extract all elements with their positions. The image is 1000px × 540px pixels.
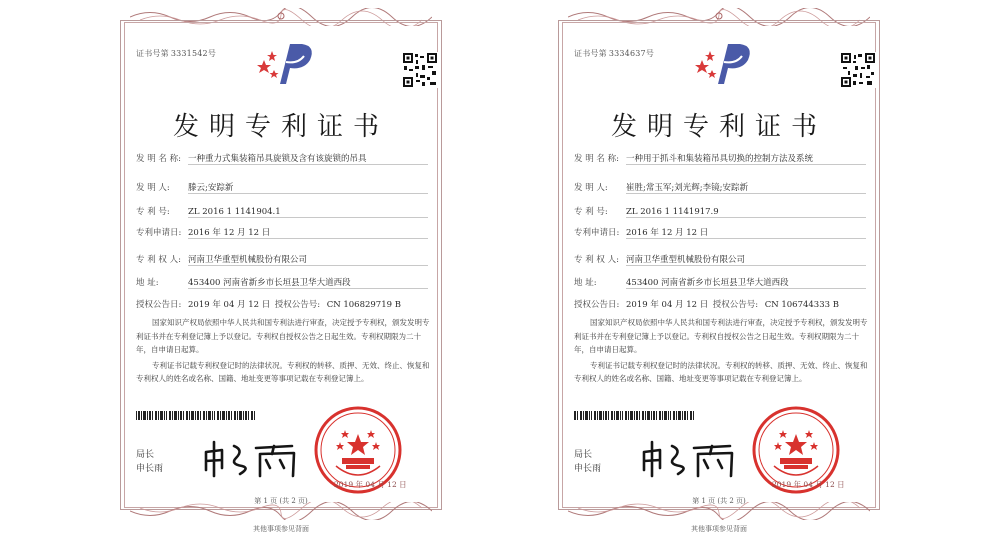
director-name: 申长雨 — [574, 464, 602, 474]
certificate-title: 发明专利证书 — [610, 112, 827, 142]
divider — [188, 288, 428, 289]
field-value: 2016 年 12 月 12 日 — [188, 228, 271, 238]
patent-certificate — [554, 0, 884, 540]
issue-date: 2019 年 04 月 12 日 — [334, 480, 407, 489]
field-invention-name — [574, 152, 813, 164]
certificate-body — [574, 316, 868, 388]
divider — [188, 193, 428, 194]
field-label: 地 址: — [136, 278, 159, 288]
field-label: 地 址: — [574, 278, 597, 288]
issue-date: 2019 年 04 月 12 日 — [772, 480, 845, 489]
signature — [638, 436, 748, 480]
certificate-number — [574, 48, 654, 59]
field-label: 授权公告日: — [136, 300, 182, 310]
field-value: 2016 年 12 月 12 日 — [626, 228, 709, 238]
bureau-label: 局长 — [136, 450, 155, 460]
field-label: 专 利 号: — [136, 207, 170, 217]
divider — [626, 265, 866, 266]
field-patentee — [136, 253, 307, 265]
bureau-block — [136, 448, 163, 476]
cnipa-logo-icon — [688, 38, 758, 88]
barcode-icon — [574, 411, 694, 420]
field-label: 专利申请日: — [136, 228, 182, 238]
field-value: 河南卫华重型机械股份有限公司 — [626, 255, 746, 265]
certificate-title: 发明专利证书 — [172, 112, 389, 142]
certificate-body — [136, 316, 430, 388]
certificate-number-value: 3331542 — [170, 49, 208, 58]
footnote: 其他事项参见背面 — [253, 525, 309, 533]
field-value: 2019 年 04 月 12 日 — [188, 300, 271, 310]
footnote: 其他事项参见背面 — [691, 525, 747, 533]
field-invention-name — [136, 152, 367, 164]
field-value: CN 106829719 B — [326, 300, 401, 310]
body-paragraph: 专利证书记载专利权登记时的法律状况。专利权的转移、质押、无效、终止、恢复和专利权人的姓名或名称、国籍、地址变更等事项记载在专利登记簿上。 — [136, 360, 430, 383]
body-paragraph: 专利证书记载专利权登记时的法律状况。专利权的转移、质押、无效、终止、恢复和专利权人的姓名或名称、国籍、地址变更等事项记载在专利登记簿上。 — [574, 360, 868, 383]
field-value: 一种用于抓斗和集装箱吊具切换的控制方法及系统 — [626, 154, 814, 164]
field-value: ZL 2016 1 1141917.9 — [626, 207, 719, 217]
field-label: 授权公告日: — [574, 300, 620, 310]
field-filing-date — [574, 226, 708, 238]
field-grant-date — [574, 298, 839, 310]
divider — [626, 288, 866, 289]
field-label: 授权公告号: — [712, 300, 759, 310]
bottom-ornament — [130, 502, 432, 520]
field-value: 2019 年 04 月 12 日 — [626, 300, 709, 310]
body-paragraph: 国家知识产权局依照中华人民共和国专利法进行审查，决定授予专利权，颁发发明专利证书并在专利登记簿上予以登记。专利权自授权公告之日起生效。专利权期限为二十年，自申请日起算。 — [136, 318, 430, 354]
divider — [626, 164, 866, 165]
field-value: 河南卫华重型机械股份有限公司 — [188, 255, 308, 265]
signature — [200, 436, 310, 480]
cnipa-logo-icon — [250, 38, 320, 88]
page-number: 第 1 页 (共 2 页) — [692, 497, 746, 505]
barcode-icon — [136, 411, 256, 420]
patent-certificate — [116, 0, 446, 540]
field-label: 专 利 号: — [574, 207, 608, 217]
field-value: 453400 河南省新乡市长垣县卫华大道西段 — [626, 278, 789, 288]
certificate-number-label: 证书号第 — [574, 49, 607, 58]
field-label: 授权公告号: — [274, 300, 321, 310]
field-label: 专 利 权 人: — [136, 255, 181, 265]
qr-code-icon — [402, 52, 438, 88]
certificate-number-suffix: 号 — [645, 49, 655, 58]
field-value: 崔胜;常玉军;刘光辉;李镜;安踪新 — [626, 183, 748, 193]
divider — [626, 238, 866, 239]
field-label: 专 利 权 人: — [574, 255, 619, 265]
field-patentee — [574, 253, 745, 265]
qr-code-icon — [840, 52, 876, 88]
field-value: CN 106744333 B — [764, 300, 839, 310]
field-label: 发 明 人: — [574, 183, 608, 193]
body-paragraph: 国家知识产权局依照中华人民共和国专利法进行审查，决定授予专利权，颁发发明专利证书并在专利登记簿上予以登记。专利权自授权公告之日起生效。专利权期限为二十年，自申请日起算。 — [574, 318, 868, 354]
certificate-number-label: 证书号第 — [136, 49, 169, 58]
bureau-label: 局长 — [574, 450, 593, 460]
divider — [626, 193, 866, 194]
field-value: 滕云;安踪新 — [188, 183, 234, 193]
field-patent-number — [136, 205, 281, 217]
certificate-number-value: 3334637 — [608, 49, 646, 58]
divider — [188, 265, 428, 266]
bottom-ornament — [568, 502, 870, 520]
page-number: 第 1 页 (共 2 页) — [254, 497, 308, 505]
divider — [188, 238, 428, 239]
field-filing-date — [136, 226, 270, 238]
field-patent-number — [574, 205, 719, 217]
field-grant-date — [136, 298, 401, 310]
field-label: 发 明 人: — [136, 183, 170, 193]
field-value: 一种重力式集装箱吊具旋锁及含有该旋锁的吊具 — [188, 154, 367, 164]
field-address — [136, 276, 351, 288]
field-inventors — [136, 181, 233, 193]
bureau-block — [574, 448, 601, 476]
field-label: 发 明 名 称: — [136, 154, 181, 164]
divider — [626, 217, 866, 218]
field-value: 453400 河南省新乡市长垣县卫华大道西段 — [188, 278, 351, 288]
director-name: 申长雨 — [136, 464, 164, 474]
certificate-number-suffix: 号 — [207, 49, 217, 58]
field-address — [574, 276, 789, 288]
field-inventors — [574, 181, 748, 193]
field-label: 专利申请日: — [574, 228, 620, 238]
field-value: ZL 2016 1 1141904.1 — [188, 207, 281, 217]
divider — [188, 164, 428, 165]
field-label: 发 明 名 称: — [574, 154, 619, 164]
divider — [188, 217, 428, 218]
certificate-number — [136, 48, 216, 59]
